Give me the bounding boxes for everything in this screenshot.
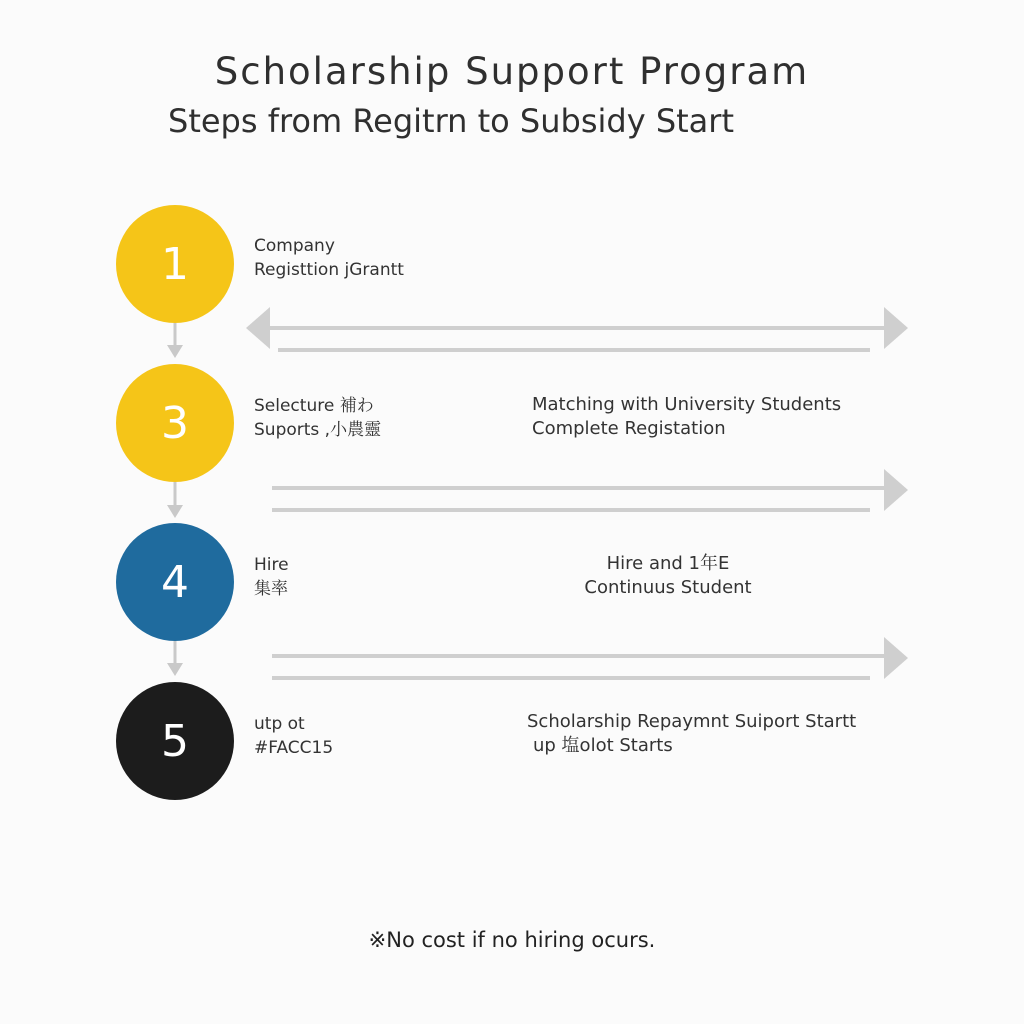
step-circle-4 xyxy=(116,523,234,641)
step-desc-4-line-2: Continuus Student xyxy=(584,577,752,598)
step-number-3: 3 xyxy=(161,397,189,449)
step-label-1 xyxy=(254,234,404,282)
step-circle-3 xyxy=(116,364,234,482)
step-label-1-line-1: Company xyxy=(254,236,335,256)
vertical-connector-1-3 xyxy=(167,323,183,358)
step-label-4 xyxy=(254,553,289,601)
vertical-connector-4-5 xyxy=(167,641,183,676)
step-desc-3 xyxy=(532,393,841,441)
step-label-4-line-1: Hire xyxy=(254,555,289,575)
horizontal-arrow-1 xyxy=(246,307,908,350)
step-circle-1 xyxy=(116,205,234,323)
step-number-4: 4 xyxy=(161,556,189,608)
step-desc-4-line-1: Hire and 1年E xyxy=(606,553,730,574)
step-label-5 xyxy=(254,712,333,760)
step-label-3-line-1: Selecture 補わ xyxy=(254,396,374,416)
footnote: ※No cost if no hiring ocurs. xyxy=(368,928,656,952)
step-desc-5-line-1: Scholarship Repaymnt Suiport Startt xyxy=(527,711,857,732)
horizontal-arrow-3 xyxy=(272,637,908,679)
diagram-subtitle: Steps from Regitrn to Subsidy Start xyxy=(168,102,734,140)
step-desc-4 xyxy=(568,552,768,600)
step-label-5-line-1: utp ot xyxy=(254,714,305,734)
step-circle-5 xyxy=(116,682,234,800)
step-desc-5-line-2: up 塩olot Starts xyxy=(533,735,673,756)
step-label-1-line-2: Registtion jGrantt xyxy=(254,260,404,280)
vertical-connector-3-4 xyxy=(167,482,183,518)
step-label-3 xyxy=(254,394,381,442)
horizontal-arrow-2 xyxy=(272,469,908,511)
step-desc-3-line-2: Complete Registation xyxy=(532,418,726,439)
diagram-title: Scholarship Support Program xyxy=(214,50,810,93)
step-label-4-line-2: 集率 xyxy=(254,579,288,599)
step-number-5: 5 xyxy=(161,715,189,767)
step-label-3-line-2: Suports ,小農靈 xyxy=(254,420,382,440)
step-desc-3-line-1: Matching with University Students xyxy=(532,394,842,415)
step-desc-5 xyxy=(527,710,856,758)
step-label-5-line-2: #FACC15 xyxy=(254,738,334,758)
step-number-1: 1 xyxy=(161,238,189,290)
